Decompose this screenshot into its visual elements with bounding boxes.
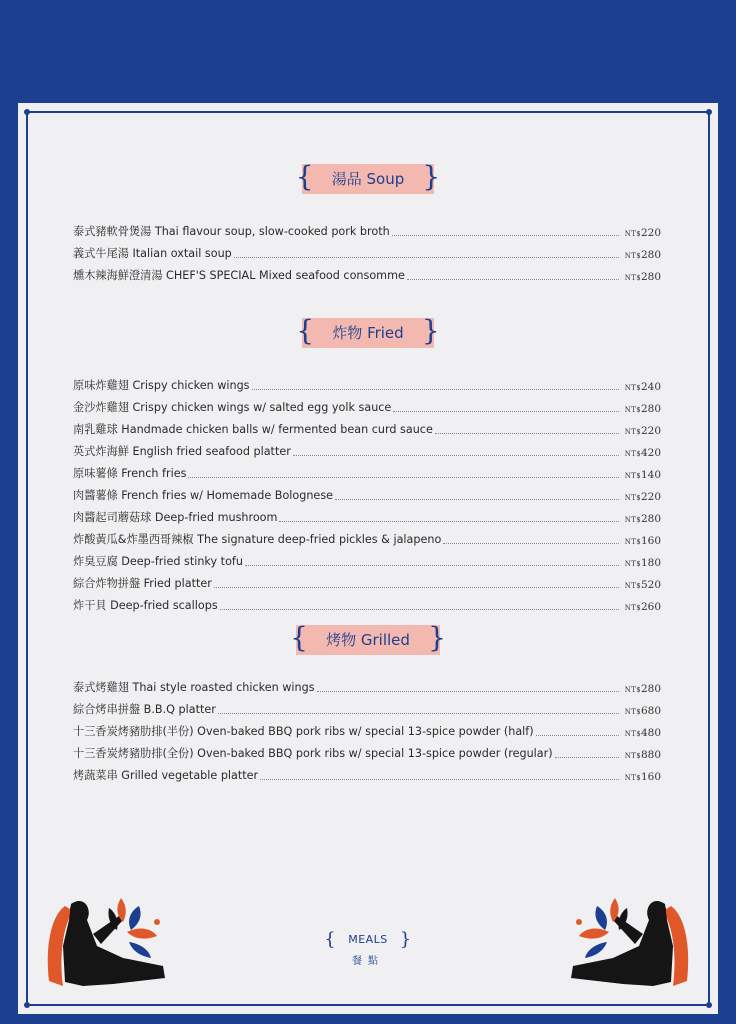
currency: NT$ [624,472,641,480]
brace-left-icon: { [324,929,337,950]
dot-leader [214,587,619,588]
menu-item [73,723,661,739]
item-price [625,749,661,761]
menu-item [73,421,661,437]
dot-leader [555,757,619,758]
brace-right-icon: } [421,314,440,347]
price-value: 180 [640,557,661,569]
item-name: 金沙炸雞翅 Crispy chicken wings w/ salted egg yolk sauce [73,401,392,414]
currency: NT$ [624,384,641,392]
brace-left-icon: { [290,621,308,654]
corner-ornament [706,109,712,115]
menu-item [73,679,661,695]
item-name: 肉醬薯條 French fries w/ Homemade Bolognese [73,489,334,502]
section-title-box [290,621,446,655]
item-price [625,381,661,393]
menu-page [18,103,718,1014]
item-price [625,469,661,481]
menu-item [73,745,661,761]
price-value: 240 [640,381,661,393]
item-name: 綜合炸物拼盤 Fried platter [73,577,212,590]
item-price [625,403,661,415]
price-value: 220 [640,425,661,437]
price-value: 480 [640,727,661,739]
corner-ornament [24,109,30,115]
menu-item [73,399,661,415]
footer-title [312,929,423,950]
menu-item [73,767,661,783]
menu-item [73,245,661,261]
item-name: 英式炸海鮮 English fried seafood platter [73,445,291,458]
item-name: 炸酸黃瓜&炸墨西哥辣椒 The signature deep-fried pickles & jalapeno [73,533,442,546]
menu-item [73,701,661,717]
dot-leader [335,499,619,500]
item-price [625,557,661,569]
item-price [625,513,661,525]
price-value: 420 [640,447,661,459]
price-value: 140 [640,469,661,481]
item-name: 泰式豬軟骨煲湯 Thai flavour soup, slow-cooked pork broth [73,225,390,238]
price-value: 280 [640,249,661,261]
currency: NT$ [624,604,641,612]
currency: NT$ [624,582,641,590]
item-name: 泰式烤雞翅 Thai style roasted chicken wings [73,681,315,694]
currency: NT$ [624,752,641,760]
item-name: 南乳雞球 Handmade chicken balls w/ fermented bean curd sauce [73,423,433,436]
dot-leader [392,235,619,236]
section-title-box [295,160,441,194]
currency: NT$ [624,516,641,524]
currency: NT$ [624,494,641,502]
item-price [625,447,661,459]
dot-leader [293,455,619,456]
dot-leader [260,779,619,780]
menu-item [73,597,661,613]
item-name: 肉醬起司蘑菇球 Deep-fried mushroom [73,511,278,524]
price-value: 220 [640,491,661,503]
item-price [625,705,661,717]
dot-leader [435,433,619,434]
item-price [625,579,661,591]
dot-leader [218,713,619,714]
section-title: 炸物 Fried [332,324,404,342]
brace-left-icon: { [296,314,315,347]
menu-item [73,223,661,239]
price-value: 280 [640,513,661,525]
brace-left-icon: { [295,160,314,193]
menu-item [73,443,661,459]
menu-item [73,575,661,591]
corner-ornament [24,1002,30,1008]
price-value: 280 [640,683,661,695]
item-name: 燻木辣海鮮澄清湯 CHEF'S SPECIAL Mixed seafood consomme [73,269,405,282]
price-value: 160 [640,771,661,783]
item-name: 十三香炭烤豬肋排(全份) Oven-baked BBQ pork ribs w/ special 13-spice powder (regular) [73,747,553,760]
item-name: 烤蔬菜串 Grilled vegetable platter [73,769,259,782]
item-name: 原味薯條 French fries [73,467,187,480]
price-value: 160 [640,535,661,547]
price-value: 680 [640,705,661,717]
menu-item [73,377,661,393]
price-value: 520 [640,579,661,591]
item-name: 炸臭豆腐 Deep-fried stinky tofu [73,555,243,568]
dot-leader [407,279,619,280]
item-price [625,727,661,739]
item-price [625,683,661,695]
price-value: 280 [640,403,661,415]
item-price [625,271,661,283]
item-price [625,535,661,547]
price-value: 220 [640,227,661,239]
currency: NT$ [624,686,641,694]
menu-item [73,553,661,569]
price-value: 260 [640,601,661,613]
currency: NT$ [624,450,641,458]
footer-title-text: MEALS [348,933,388,946]
dot-leader [536,735,619,736]
item-name: 綜合烤串拼盤 B.B.Q platter [73,703,216,716]
item-price [625,227,661,239]
item-price [625,601,661,613]
menu-item [73,267,661,283]
currency: NT$ [624,428,641,436]
dot-leader [188,477,618,478]
item-price [625,249,661,261]
currency: NT$ [624,560,641,568]
section-title: 湯品 Soup [331,170,405,188]
currency: NT$ [624,230,641,238]
currency: NT$ [624,538,641,546]
brace-right-icon: } [399,929,412,950]
currency: NT$ [624,252,641,260]
currency: NT$ [624,708,641,716]
menu-item [73,487,661,503]
dot-leader [252,389,619,390]
dot-leader [220,609,619,610]
item-name: 十三香炭烤豬肋排(半份) Oven-baked BBQ pork ribs w/ special 13-spice powder (half) [73,725,534,738]
section-title-box [296,314,440,348]
menu-item [73,465,661,481]
menu-item [73,531,661,547]
brace-right-icon: } [428,621,446,654]
item-name: 原味炸雞翅 Crispy chicken wings [73,379,250,392]
dot-leader [279,521,618,522]
item-name: 炸干貝 Deep-fried scallops [73,599,218,612]
footer-subtitle: 餐點 [352,956,384,967]
section-title: 烤物 Grilled [326,631,410,649]
dot-leader [393,411,618,412]
item-price [625,771,661,783]
item-price [625,425,661,437]
price-value: 880 [640,749,661,761]
currency: NT$ [624,730,641,738]
dot-leader [245,565,619,566]
dot-leader [234,257,619,258]
corner-ornament [706,1002,712,1008]
item-price [625,491,661,503]
section-header-grilled [18,621,718,655]
section-header-soup [18,160,718,194]
dot-leader [443,543,618,544]
item-name: 義式牛尾湯 Italian oxtail soup [73,247,232,260]
currency: NT$ [624,274,641,282]
page-footer [18,929,718,967]
section-header-fried [18,314,718,348]
menu-item [73,509,661,525]
currency: NT$ [624,774,641,782]
brace-right-icon: } [422,160,441,193]
dot-leader [317,691,619,692]
currency: NT$ [624,406,641,414]
price-value: 280 [640,271,661,283]
